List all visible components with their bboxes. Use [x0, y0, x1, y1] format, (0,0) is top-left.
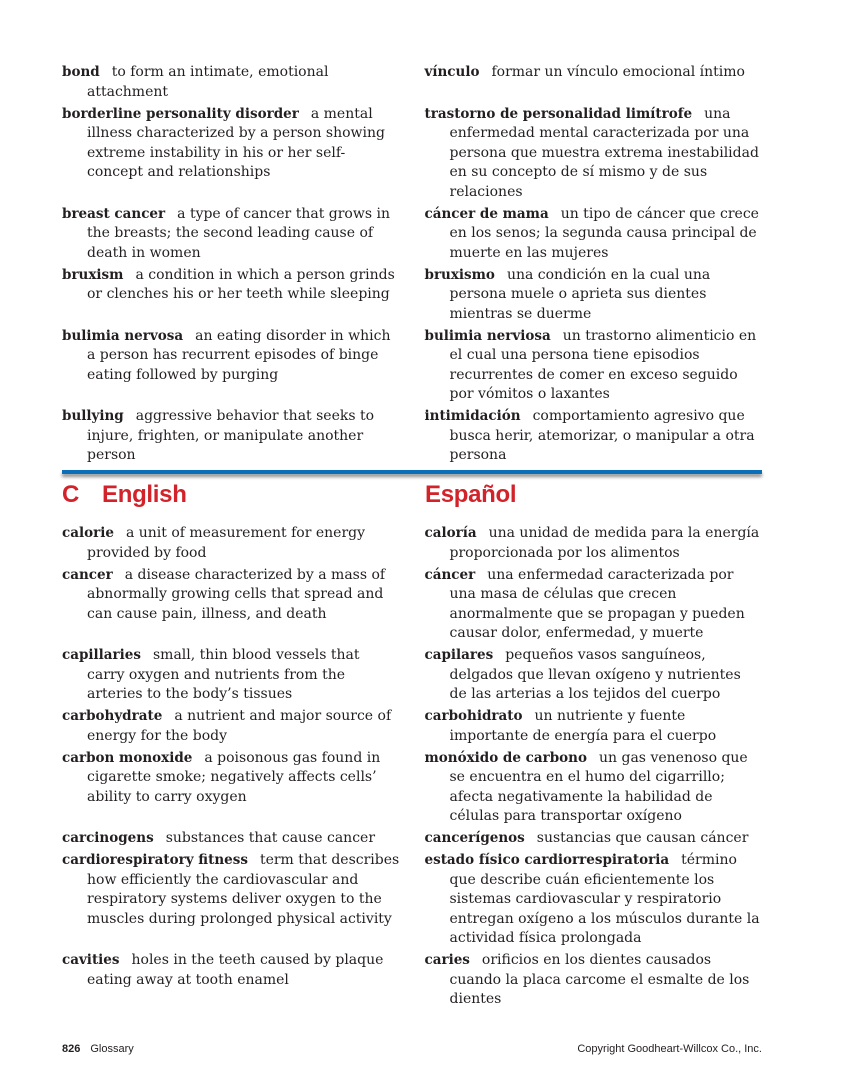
spanish-entry — [425, 327, 763, 405]
definition: comportamiento agresivo que busca herir, atemorizar, o manipular a otra persona — [449, 408, 755, 463]
english-entry — [62, 566, 400, 644]
term: bullying — [62, 408, 124, 424]
definition: término que describe cuán eficientemente los sistemas cardiovascular y respiratorio entregan oxígeno a los músculos durante la actividad física prolongada — [449, 852, 760, 946]
english-entry — [62, 205, 400, 264]
glossary-row — [62, 266, 762, 325]
page-number: 826 — [62, 1043, 81, 1055]
spanish-entry — [425, 749, 763, 827]
term: cáncer — [424, 566, 476, 583]
english-entry — [62, 266, 400, 325]
term: monóxido de carbono — [424, 749, 588, 766]
english-entry — [62, 749, 400, 827]
spanish-entry — [425, 63, 763, 102]
term: bruxism — [62, 266, 124, 283]
english-entry — [62, 524, 400, 563]
section-letter: C — [62, 481, 80, 508]
definition: substances that cause cancer — [165, 830, 376, 846]
term: carbohydrate — [62, 708, 163, 724]
definition: aggressive behavior that seeks to injure, frighten, or manipulate another person — [87, 408, 375, 463]
english-entry — [62, 63, 400, 102]
spanish-entry — [425, 566, 763, 644]
definition: formar un vínculo emocional íntimo — [491, 64, 745, 80]
english-entry — [62, 951, 400, 1010]
english-entry — [62, 407, 400, 466]
term: bulimia nerviosa — [424, 327, 551, 344]
term: intimidación — [424, 408, 521, 424]
definition: una enfermedad caracterizada por una masa de células que crecen anormalmente que se propagan y pueden causar dolor, enfermedad, y muerte — [449, 566, 745, 641]
definition: a condition in which a person grinds or clenches his or her teeth while sleeping — [87, 266, 395, 302]
definition: un trastorno alimenticio en el cual una persona tiene episodios recurrentes de comer en exceso seguido por vómitos o laxantes — [449, 327, 757, 402]
spanish-entry — [425, 951, 763, 1010]
term: trastorno de personalidad limítrofe — [424, 105, 693, 122]
term: estado físico cardiorrespiratoria — [424, 852, 670, 868]
term: vínculo — [424, 64, 480, 80]
glossary-row — [62, 327, 762, 405]
term: borderline personality disorder — [62, 105, 299, 122]
english-entry — [62, 105, 400, 203]
definition: to form an intimate, emotional attachment — [87, 64, 329, 100]
glossary-row — [62, 951, 762, 1010]
term: cancerígenos — [424, 830, 525, 846]
english-entry — [62, 646, 400, 705]
definition: a disease characterized by a mass of abnormally growing cells that spread and can cause pain, illness, and death — [87, 566, 386, 622]
term: carbohidrato — [424, 708, 523, 724]
definition: an eating disorder in which a person has recurrent episodes of binge eating followed by purging — [87, 327, 391, 383]
definition: term that describes how efficiently the cardiovascular and respiratory systems deliver oxygen to the muscles during prolonged physical activity — [87, 852, 400, 927]
english-entry — [62, 327, 400, 405]
definition: a poisonous gas found in cigarette smoke; negatively affects cells’ ability to carry oxygen — [87, 749, 381, 805]
spanish-entry — [425, 646, 763, 705]
term: cáncer de mama — [424, 205, 549, 222]
english-heading: English — [102, 481, 187, 508]
term: carcinogens — [62, 830, 154, 846]
term: calorie — [62, 525, 114, 541]
definition: a mental illness characterized by a person showing extreme instability in his or her self-concept and relationships — [87, 105, 385, 180]
term: bond — [62, 64, 100, 80]
definition: una enfermedad mental caracterizada por una persona que muestra extrema inestabilidad en su concepto de sí mismo y de sus relaciones — [449, 105, 759, 200]
definition: una condición en la cual una persona muele o aprieta sus dientes mientras se duerme — [449, 266, 711, 322]
glossary-row — [62, 105, 762, 203]
spanish-entry — [425, 407, 763, 466]
glossary-row — [62, 566, 762, 644]
definition: un gas venenoso que se encuentra en el humo del cigarrillo; afecta negativamente la habilidad de células para transportar oxígeno — [449, 749, 748, 824]
glossary-row — [62, 524, 762, 563]
glossary-row — [62, 749, 762, 827]
glossary-row — [62, 707, 762, 746]
spanish-entry — [425, 851, 763, 949]
definition: a nutrient and major source of energy for the body — [87, 708, 392, 744]
term: bulimia nervosa — [62, 327, 184, 344]
english-entry — [62, 851, 400, 949]
definition: sustancias que causan cáncer — [536, 830, 749, 846]
definition: pequeños vasos sanguíneos, delgados que llevan oxígeno y nutrientes de las arterias a los tejidos del cuerpo — [449, 647, 741, 702]
glossary-row — [62, 646, 762, 705]
definition: una unidad de medida para la energía proporcionada por los alimentos — [449, 525, 760, 561]
term: capillaries — [62, 647, 141, 663]
definition: un nutriente y fuente importante de energía para el cuerpo — [449, 708, 717, 744]
term: carbon monoxide — [62, 749, 193, 766]
english-entry — [62, 829, 400, 849]
spanish-entry — [425, 205, 763, 264]
glossary-row — [62, 851, 762, 949]
definition: un tipo de cáncer que crece en los senos; la segunda causa principal de muerte en las mujeres — [449, 205, 759, 261]
glossary-c-entries — [62, 524, 762, 1012]
spanish-entry — [425, 524, 763, 563]
glossary-row — [62, 829, 762, 849]
spanish-entry — [425, 829, 763, 849]
term: bruxismo — [424, 266, 495, 283]
english-entry — [62, 707, 400, 746]
glossary-row — [62, 407, 762, 466]
page-footer-left — [62, 1043, 134, 1055]
footer-section: Glossary — [90, 1043, 134, 1055]
term: caries — [424, 952, 470, 968]
definition: a type of cancer that grows in the breasts; the second leading cause of death in women — [87, 205, 390, 261]
spanish-entry — [425, 266, 763, 325]
definition: holes in the teeth caused by plaque eating away at tooth enamel — [87, 952, 384, 988]
term: cancer — [62, 566, 113, 583]
definition: small, thin blood vessels that carry oxygen and nutrients from the arteries to the body’s tissues — [87, 647, 360, 702]
term: caloría — [424, 525, 477, 541]
term: breast cancer — [62, 205, 166, 222]
glossary-b-entries — [62, 63, 762, 468]
term: cardiorespiratory fitness — [62, 852, 248, 868]
definition: a unit of measurement for energy provided by food — [87, 525, 366, 561]
spanish-entry — [425, 707, 763, 746]
glossary-row — [62, 205, 762, 264]
glossary-row — [62, 63, 762, 102]
term: cavities — [62, 952, 120, 968]
term: capilares — [424, 647, 494, 663]
definition: orificios en los dientes causados cuando la placa carcome el esmalte de los dientes — [449, 952, 750, 1007]
section-divider — [62, 470, 762, 474]
spanish-entry — [425, 105, 763, 203]
spanish-heading: Español — [425, 481, 517, 508]
copyright: Copyright Goodheart-Willcox Co., Inc. — [577, 1043, 762, 1055]
